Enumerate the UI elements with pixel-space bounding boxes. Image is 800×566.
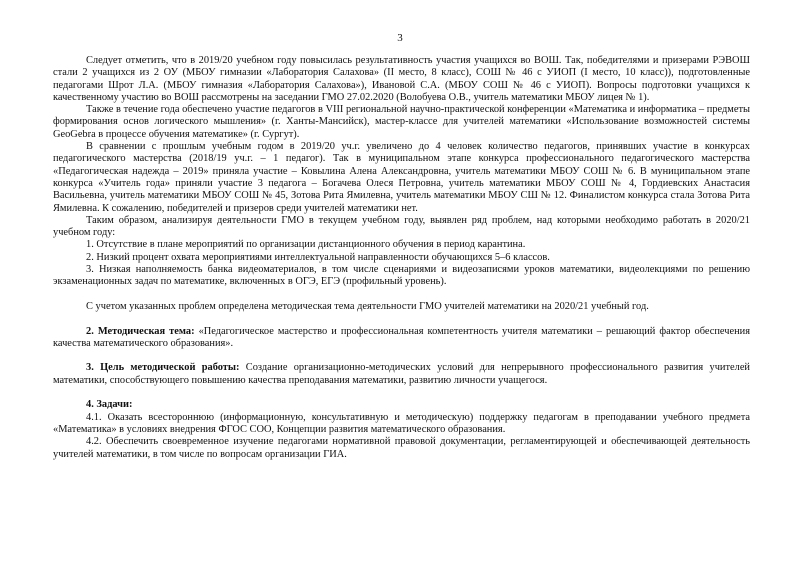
paragraph-conference: Также в течение года обеспечено участие педагогов в VIII региональной научно-практической конференции «Математика и информатика – предметы формирования основ логического мышления» (г. Ханты-Мансийск), мастер-классе для учителей математики «Использование возможностей системы GeoGebra в процессе обучения математике» (г. Сургут). <box>53 104 750 140</box>
document-body <box>53 55 750 461</box>
section-text: «Педагогическое мастерство и профессиональная компетентность учителя математики – решающий фактор обеспечения качества математического образования». <box>53 325 750 349</box>
paragraph-theme-intro: С учетом указанных проблем определена методическая тема деятельности ГМО учителей математики на 2020/21 учебный год. <box>86 300 649 312</box>
problem-item: 1. Отсутствие в плане мероприятий по организации дистанционного обучения в период карантина. <box>86 239 526 251</box>
task-item: 4.2. Обеспечить своевременное изучение педагогами нормативной правовой документации, регламентирующей и обеспечивающей деятельность учителей математики, в том числе по вопросам организации ГИА. <box>53 436 750 460</box>
problem-item: 3. Низкая наполняемость банка видеоматериалов, в том числе сценариями и видеозаписями уроков математики, видеолекциями по решению экзаменационных задач по математике, включенных в ОГЭ, ЕГЭ (профильный уровень). <box>53 264 750 288</box>
section-label: 2. Методическая тема: <box>86 325 195 337</box>
section-label: 3. Цель методической работы: <box>86 362 240 374</box>
section-methodical-theme <box>53 326 750 351</box>
section-tasks-heading: 4. Задачи: <box>86 399 133 411</box>
section-text: Создание организационно-методических условий для непрерывного профессионального развития учителей математики, способствующего повышению качества преподавания математики, развитию личности учащегося. <box>53 362 750 386</box>
problem-item: 2. Низкий процент охвата мероприятиями интеллектуальной направленности обучающихся 5–6 классов. <box>86 251 550 263</box>
paragraph-olympiad-results: Следует отметить, что в 2019/20 учебном году повысилась результативность участия учащихся во ВОШ. Так, победителями и призерами РЭВОШ стали 2 учащихся из 2 ОУ (МБОУ гимназии «Лаборатория Салахова» (II место, 8 класс), СОШ № 46 с УИОП (I место, 10 класс)), подготовленные педагогами Шрот Л.А. (МБОУ гимназия «Лаборатория Салахова»), Ивановой С.А. (МБОУ СОШ № 46 с УИОП). Вопросы подготовки учащихся к качественному участию во ВОШ рассмотрены на заседании ГМО 27.02.2020 (Волобуева О.В., учитель математики МБОУ лицея № 1). <box>53 55 750 103</box>
problems-list <box>53 239 750 288</box>
task-item: 4.1. Оказать всестороннюю (информационную, консультативную и методическую) поддержку педагогам в преподавании учебного предмета «Математика» в условиях внедрения ФГОС СОО, Концепции развития математического образования. <box>53 411 750 435</box>
paragraph-contests: В сравнении с прошлым учебным годом в 2019/20 уч.г. увеличено до 4 человек количество педагогов, принявших участие в конкурсах педагогического мастерства (2018/19 уч.г. – 1 педагог). Так в муниципальном этапе конкурса профессионального педагогического мастерства «Педагогическая надежда – 2019» приняла участие – Ковылина Алена Александровна, учитель математики МБОУ СОШ № 6. В муниципальном этапе конкурса «Учитель года» приняли участие 3 педагога – Богачева Олеся Петровна, учитель математики МБОУ СОШ № 4, Гордиевских Анастасия Васильевна, учитель математики МБОУ СОШ № 45, Зотова Рита Ямилевна, учитель математики МБОУ СШ № 12. Финалистом конкурса стала Зотова Рита Ямилевна. К сожалению, победителей и призеров среди учителей математики нет. <box>53 141 750 214</box>
page-number: 3 <box>397 32 403 44</box>
section-work-goal <box>53 362 750 387</box>
paragraph-problems-intro: Таким образом, анализируя деятельности ГМО в текущем учебном году, выявлен ряд проблем, над которыми необходимо работать в 2020/21 учебном году: <box>53 214 750 239</box>
